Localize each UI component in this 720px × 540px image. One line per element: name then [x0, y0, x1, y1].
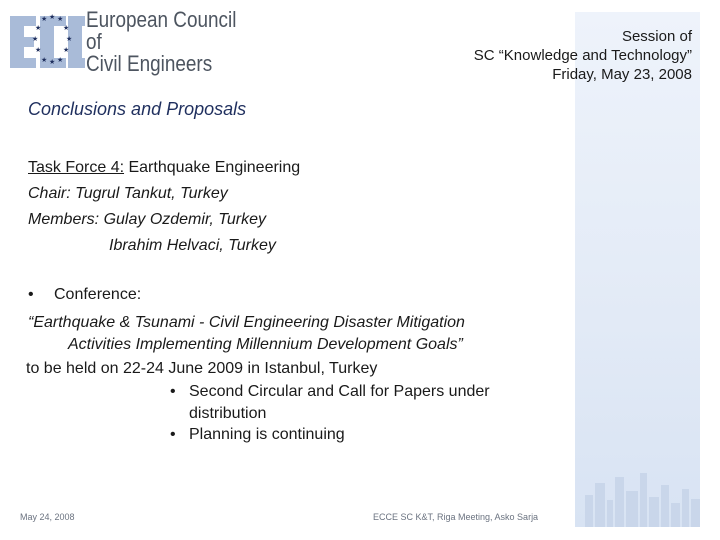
task-force-line: [28, 155, 300, 181]
bullet-dot: •: [170, 426, 176, 443]
svg-text:★: ★: [35, 24, 42, 32]
list-item-text: Planning is continuing: [189, 426, 345, 443]
svg-text:★: ★: [57, 56, 64, 64]
organization-name: [86, 9, 236, 75]
task-force-title: Earthquake Engineering: [124, 159, 301, 176]
task-force-block: [28, 155, 300, 259]
conference-venue: to be held on 22-24 June 2009 in Istanbul, Turkey: [26, 360, 378, 377]
task-force-label: Task Force 4:: [28, 159, 125, 176]
bullet-dot: •: [28, 286, 34, 303]
conference-bullet: [28, 286, 141, 304]
session-header: [474, 27, 692, 84]
logo-line-1: European Council: [86, 7, 237, 32]
footer-date: May 24, 2008: [20, 512, 75, 522]
list-item: [170, 381, 490, 424]
ecce-logo: [10, 12, 85, 72]
city-skyline-graphic: [575, 455, 700, 527]
svg-text:★: ★: [49, 13, 56, 21]
svg-text:★: ★: [49, 58, 56, 66]
conference-title: [28, 312, 568, 356]
session-line-2: SC “Knowledge and Technology”: [473, 47, 692, 64]
session-line-3: Friday, May 23, 2008: [552, 66, 692, 83]
conference-title-line-2: Activities Implementing Millennium Development Goals”: [68, 336, 463, 353]
svg-text:★: ★: [66, 35, 73, 43]
logo-line-2: of: [86, 29, 102, 54]
svg-text:★: ★: [57, 15, 64, 23]
svg-text:★: ★: [63, 24, 70, 32]
svg-text:★: ★: [32, 35, 39, 43]
decorative-side-band: [575, 12, 700, 527]
members-line-2: Ibrahim Helvaci, Turkey: [109, 237, 276, 254]
conference-title-line-1: “Earthquake & Tsunami - Civil Engineering Disaster Mitigation: [28, 314, 465, 331]
conference-status-list: [170, 381, 490, 446]
bullet-dot: •: [170, 383, 176, 400]
session-line-1: Session of: [621, 28, 692, 45]
slide-title: Conclusions and Proposals: [28, 99, 247, 119]
svg-text:★: ★: [63, 46, 70, 54]
conference-label: Conference:: [54, 286, 142, 303]
list-item-text: Second Circular and Call for Papers under distribution: [189, 383, 490, 422]
footer-credit: ECCE SC K&T, Riga Meeting, Asko Sarja: [373, 512, 539, 522]
svg-text:★: ★: [41, 56, 48, 64]
logo-line-3: Civil Engineers: [86, 51, 213, 76]
svg-text:★: ★: [41, 15, 48, 23]
svg-text:★: ★: [35, 46, 42, 54]
chair-line: Chair: Tugrul Tankut, Turkey: [28, 185, 228, 202]
members-line: Members: Gulay Ozdemir, Turkey: [28, 211, 266, 228]
list-item: [170, 424, 490, 446]
